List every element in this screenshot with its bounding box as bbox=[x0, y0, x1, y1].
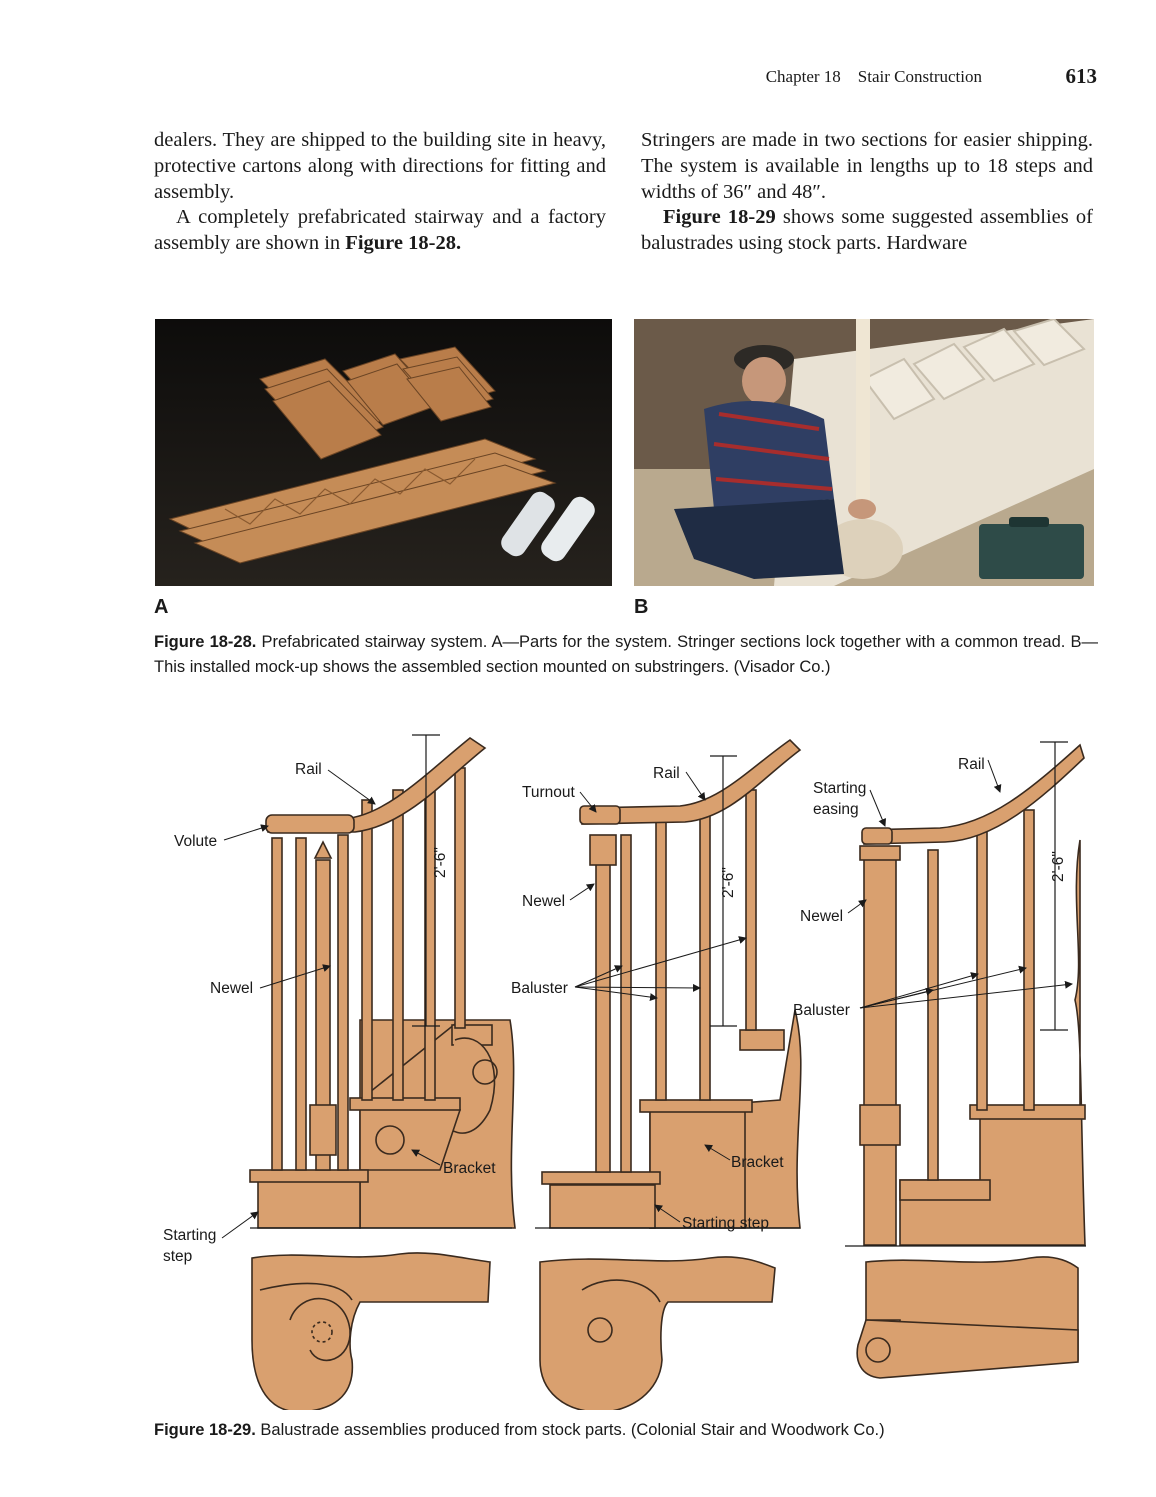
label-starting-step-line1: Starting bbox=[163, 1227, 217, 1244]
panel-label-b: B bbox=[634, 596, 649, 618]
label-height-dimension: 2'-6" bbox=[432, 847, 449, 878]
label-newel: Newel bbox=[210, 980, 254, 997]
chapter-number: Chapter 18 bbox=[765, 67, 841, 86]
plan-view-easing bbox=[857, 1257, 1078, 1378]
label-bracket: Bracket bbox=[731, 1154, 784, 1171]
running-head bbox=[600, 64, 1097, 92]
label-turnout: Turnout bbox=[522, 784, 575, 801]
label-starting-step: Starting step bbox=[682, 1215, 770, 1232]
label-starting-easing-line2: easing bbox=[813, 801, 859, 818]
paragraph bbox=[154, 205, 606, 257]
plan-view-turnout bbox=[540, 1257, 775, 1410]
label-starting-step-line2: step bbox=[163, 1248, 193, 1265]
caption-label: Figure 18-29. bbox=[154, 1421, 256, 1439]
paragraph-text: shows some suggested assemblies of balustrades using stock parts. Hardware bbox=[641, 206, 1093, 255]
photo-stair-parts bbox=[155, 319, 612, 586]
caption-label: Figure 18-28. bbox=[154, 633, 257, 651]
label-rail: Rail bbox=[958, 756, 985, 773]
caption-text: Prefabricated stairway system. A—Parts for the system. Stringer sections lock together with a common tread. B—This installed mock-up shows the assembled section mounted on substringers. (Visador Co.) bbox=[154, 633, 1098, 676]
label-baluster: Baluster bbox=[793, 1002, 850, 1019]
label-starting-easing-line1: Starting bbox=[813, 780, 867, 797]
paragraph-text: A completely prefabricated stairway and a factory assembly are shown in bbox=[154, 206, 606, 255]
label-rail: Rail bbox=[653, 765, 680, 782]
label-height-dimension: 2'-6" bbox=[1050, 851, 1067, 882]
figure-caption-18-29 bbox=[154, 1418, 1098, 1443]
text-column-left bbox=[154, 128, 606, 257]
label-newel: Newel bbox=[522, 893, 566, 910]
paragraph: dealers. They are shipped to the building site in heavy, protective cartons along with directions for fitting and assembly. bbox=[154, 129, 606, 203]
paragraph: Stringers are made in two sections for easier shipping. The system is available in lengths up to 18 steps and widths of 36″ and 48″. bbox=[641, 129, 1093, 203]
plan-view-volute bbox=[252, 1253, 490, 1410]
caption-text: Balustrade assemblies produced from stock parts. (Colonial Stair and Woodwork Co.) bbox=[255, 1421, 885, 1439]
figure-reference: Figure 18-29 bbox=[663, 206, 776, 229]
label-newel: Newel bbox=[800, 908, 844, 925]
label-rail: Rail bbox=[295, 761, 322, 778]
balustrade-drawing bbox=[150, 720, 1100, 1410]
chapter-name: Stair Construction bbox=[857, 67, 982, 86]
label-bracket: Bracket bbox=[443, 1160, 496, 1177]
page-number: 613 bbox=[1065, 64, 1097, 88]
figure-reference: Figure 18-28. bbox=[345, 232, 462, 255]
label-baluster: Baluster bbox=[511, 980, 568, 997]
label-volute: Volute bbox=[174, 833, 218, 850]
assembly-volute bbox=[250, 738, 515, 1228]
chapter-title bbox=[766, 67, 982, 87]
panel-label-a: A bbox=[154, 596, 169, 618]
paragraph bbox=[641, 205, 1093, 257]
photo-installed-mockup bbox=[634, 319, 1094, 586]
label-height-dimension: 2'-6" bbox=[720, 867, 737, 898]
text-column-right bbox=[641, 128, 1093, 257]
figure-caption-18-28 bbox=[154, 630, 1098, 680]
